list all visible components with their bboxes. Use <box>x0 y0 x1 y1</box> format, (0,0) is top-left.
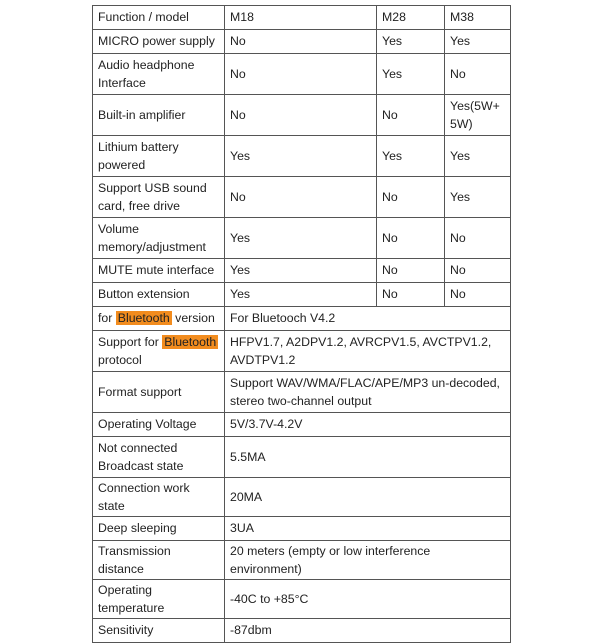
bluetooth-version-label <box>93 307 225 331</box>
table-row <box>93 517 511 541</box>
row-label: Support USB sound card, free drive <box>93 177 225 218</box>
table-row <box>93 95 511 136</box>
label-prefix: for <box>98 311 113 326</box>
bluetooth-protocol-label <box>93 331 225 372</box>
table-row <box>93 580 511 619</box>
header-row <box>93 6 511 30</box>
value-cell-m18: No <box>225 54 377 95</box>
label-suffix: version <box>175 311 215 326</box>
bluetooth-protocol-row <box>93 331 511 372</box>
row-value: -40C to +85°C <box>225 580 511 619</box>
row-value: 5V/3.7V-4.2V <box>225 413 511 437</box>
table-row <box>93 259 511 283</box>
bluetooth-highlight: Bluetooth <box>164 335 217 349</box>
row-label: MUTE mute interface <box>93 259 225 283</box>
value-cell-m18: Yes <box>225 283 377 307</box>
value-cell-m28: Yes <box>377 136 445 177</box>
value-cell-m18: No <box>225 177 377 218</box>
spec-table <box>92 5 511 643</box>
value-cell-m38: Yes <box>445 30 511 54</box>
table-row <box>93 437 511 478</box>
value-cell-m38: Yes <box>445 177 511 218</box>
table-row <box>93 619 511 643</box>
label-prefix: Support for <box>98 335 159 349</box>
header-model-m18: M18 <box>225 6 377 30</box>
header-model-m38: M38 <box>445 6 511 30</box>
value-cell-m18: Yes <box>225 259 377 283</box>
table-row <box>93 372 511 413</box>
value-cell-m28: No <box>377 259 445 283</box>
value-cell-m28: No <box>377 95 445 136</box>
table-row <box>93 30 511 54</box>
value-cell-m18: Yes <box>225 218 377 259</box>
table-row <box>93 218 511 259</box>
row-label: Operating Voltage <box>93 413 225 437</box>
row-label: Not connected Broadcast state <box>93 437 225 478</box>
row-label: Button extension <box>93 283 225 307</box>
value-cell-m38: No <box>445 54 511 95</box>
table-row <box>93 413 511 437</box>
row-value: Support WAV/WMA/FLAC/APE/MP3 un-decoded, stereo two-channel output <box>225 372 511 413</box>
row-label: Audio headphone Interface <box>93 54 225 95</box>
table-row <box>93 136 511 177</box>
value-cell-m28: Yes <box>377 54 445 95</box>
row-value: 20MA <box>225 478 511 517</box>
row-label: Sensitivity <box>93 619 225 643</box>
bluetooth-version-row <box>93 307 511 331</box>
table-row <box>93 541 511 580</box>
header-label-cell: Function / model <box>93 6 225 30</box>
row-label: Operating temperature <box>93 580 225 619</box>
bluetooth-version-value: For Bluetooch V4.2 <box>225 307 511 331</box>
value-cell-m28: No <box>377 177 445 218</box>
value-cell-m38: No <box>445 218 511 259</box>
row-label: Connection work state <box>93 478 225 517</box>
table-row <box>93 54 511 95</box>
row-label: Lithium battery powered <box>93 136 225 177</box>
value-cell-m38: No <box>445 259 511 283</box>
value-cell-m38: No <box>445 283 511 307</box>
value-cell-m18: Yes <box>225 136 377 177</box>
row-value: 20 meters (empty or low interference environment) <box>225 541 511 580</box>
bluetooth-highlight: Bluetooth <box>117 311 170 326</box>
label-suffix: protocol <box>98 352 142 367</box>
row-label: Transmission distance <box>93 541 225 580</box>
table-row <box>93 177 511 218</box>
value-cell-m38: Yes <box>445 136 511 177</box>
value-cell-m18: No <box>225 95 377 136</box>
row-label: Volume memory/adjustment <box>93 218 225 259</box>
row-value: 3UA <box>225 517 511 541</box>
row-value: 5.5MA <box>225 437 511 478</box>
table-row <box>93 283 511 307</box>
row-label: Deep sleeping <box>93 517 225 541</box>
row-label: Format support <box>93 372 225 413</box>
table-row <box>93 478 511 517</box>
value-cell-m28: Yes <box>377 30 445 54</box>
row-label: Built-in amplifier <box>93 95 225 136</box>
value-cell-m28: No <box>377 283 445 307</box>
value-cell-m38: Yes(5W+5W) <box>445 95 511 136</box>
header-model-m28: M28 <box>377 6 445 30</box>
row-label: MICRO power supply <box>93 30 225 54</box>
row-value: -87dbm <box>225 619 511 643</box>
bluetooth-protocol-value: HFPV1.7, A2DPV1.2, AVRCPV1.5, AVCTPV1.2, AVDTPV1.2 <box>225 331 511 372</box>
value-cell-m18: No <box>225 30 377 54</box>
spec-table-body <box>93 6 511 643</box>
value-cell-m28: No <box>377 218 445 259</box>
